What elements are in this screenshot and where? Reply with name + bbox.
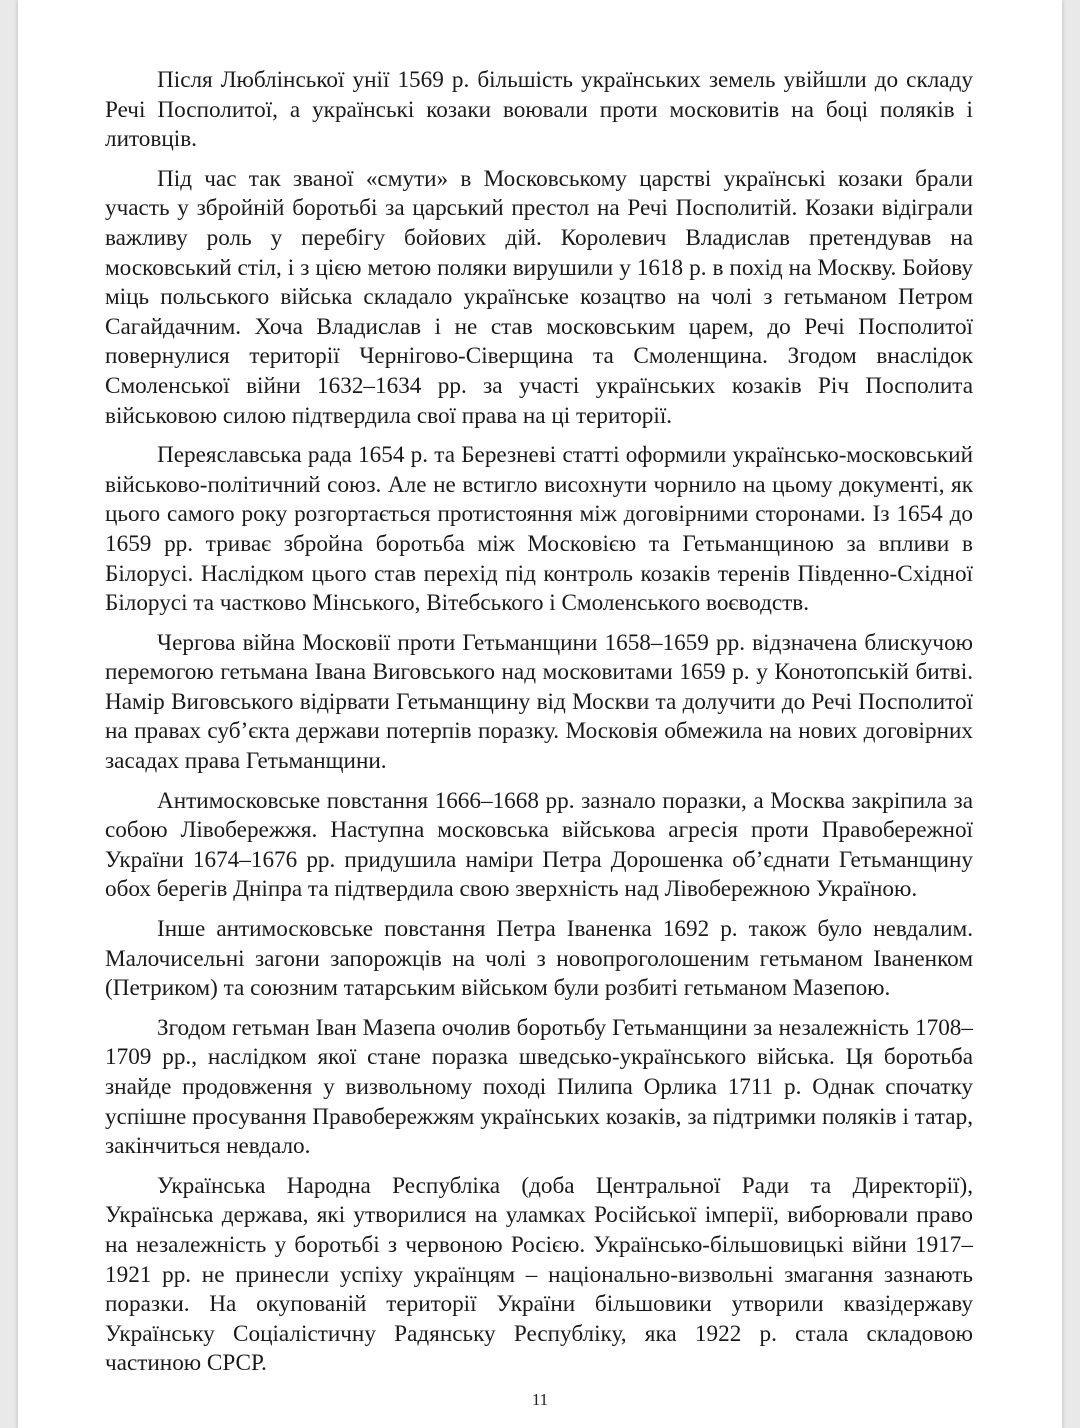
- paragraph: Після Люблінської унії 1569 р. більшість українських земель увійшли до складу Речі Посполитої, а українські козаки воювали проти московитів на боці поляків і литовців.: [105, 67, 973, 153]
- body-text: [105, 66, 973, 1389]
- paragraph: Українська Народна Республіка (доба Центральної Ради та Директорії), Українська держава, які утворилися на уламках Російської імперії, виборювали право на незалежність у боротьбі з червоною Росією. Українсько-більшовицькі війни 1917–1921 рр. не принесли успіху українцям – національно-визвольні змагання зазнають поразки. На окупованій території України більшовики утворили квазідержаву Українську Соціалістичну Радянську Республіку, яка 1922 р. стала складовою частиною СРСР.: [105, 1172, 973, 1377]
- paragraph: Чергова війна Московії проти Гетьманщини 1658–1659 рр. відзначена блискучою перемогою гетьмана Івана Виговського над московитами 1659 р. у Конотопській битві. Намір Виговського відірвати Гетьманщину від Москви та долучити до Речі Посполитої на правах суб’єкта держави потерпів поразку. Московія обмежила на нових договірних засадах права Гетьманщини.: [105, 629, 973, 775]
- paragraph: Антимосковське повстання 1666–1668 рр. зазнало поразки, а Москва закріпила за собою Лівобережжя. Наступна московська військова агресія проти Правобережної України 1674–1676 рр. придушила наміри Петра Дорошенка об’єднати Гетьманщину обох берегів Дніпра та підтвердила свою зверхність над Лівобережною Україною.: [105, 787, 973, 903]
- paragraph: Під час так званої «смути» в Московському царстві українські козаки брали участь у збройній боротьбі за царський престол на Речі Посполитій. Козаки відіграли важливу роль у перебігу бойових дій. Королевич Владислав претендував на московський стіл, і з цією метою поляки вирушили у 1618 р. в похід на Москву. Бойову міць польського війська складало українське козацтво на чолі з гетьманом Петром Сагайдачним. Хоча Владислав і не став московським царем, до Речі Посполитої повернулися території Чернігово-Сіверщина та Смоленщина. Згодом внаслідок Смоленської війни 1632–1634 рр. за участі українських козаків Річ Посполита військовою силою підтвердила свої права на ці території.: [105, 165, 973, 429]
- paragraph: Переяславська рада 1654 р. та Березневі статті оформили українсько-московський військово-політичний союз. Але не встигло висохнути чорнило на цьому документі, як цього самого року розгортається протистояння між договірними сторонами. Із 1654 до 1659 рр. триває збройна боротьба між Московією та Гетьманщиною за впливи в Білорусі. Наслідком цього став перехід під контроль козаків теренів Південно-Східної Білорусі та частково Мінського, Вітебського і Смоленського воєводств.: [105, 442, 973, 617]
- paragraph: Згодом гетьман Іван Мазепа очолив боротьбу Гетьманщини за незалежність 1708–1709 рр., наслідком якої стане поразка шведсько-українського війська. Ця боротьба знайде продовження у визвольному поході Пилипа Орлика 1711 р. Однак спочатку успішне просування Правобережжям українських козаків, за підтримки поляків і татар, закінчиться невдало.: [105, 1014, 973, 1160]
- page-number: 11: [531, 1390, 549, 1409]
- document-page: [18, 0, 1062, 1428]
- paragraph: Інше антимосковське повстання Петра Іваненка 1692 р. також було невдалим. Малочисельні загони запорожців на чолі з новопроголошеним гетьманом Іваненком (Петриком) та союзним татарським військом були розбиті гетьманом Мазепою.: [105, 916, 973, 1002]
